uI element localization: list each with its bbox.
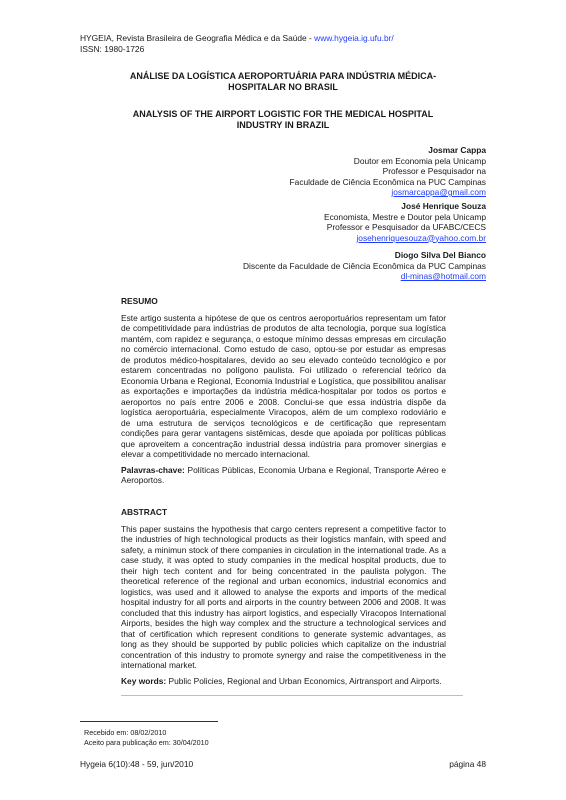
page-number: página 48 [449,759,486,769]
title-en-line-1: ANALYSIS OF THE AIRPORT LOGISTIC FOR THE MEDICAL HOSPITAL [132,109,434,119]
abstract-text: This paper sustains the hypothesis that cargo centers represent a competitive factor to the industries of high technological products as their logistics manfain, with speed and safety, a minimun stock of there companies in circulation in the international trade. As a case study, it was opted to study companies in the medical hospital products, due to their high tech content and for being concentrated in the paulista polygon. The theoretical reference of the regional and urban economics, industrial economics and logistics, was used and it allowed to analyse the exports and imports of the medical hospital industry for all ports and airports in the country between 2006 and 2008. It was concluded that this industry has airport logistics, and especially Viracopos International Airports, besides the high way complex and the structure a technological services and that of certification which represent conditions to generate systemic advantages, as long as they should be supported by public policies which capitalize on the industrial concentration of this industry to promote synergy and raise the competitiveness in the international market. [121,523,446,670]
keywords-text: Public Policies, Regional and Urban Economics, Airtransport and Airports. [166,675,442,686]
author-block-2 [324,201,486,243]
title-portuguese [100,71,466,93]
abstract-section [121,507,446,686]
author-affiliation: Economista, Mestre e Doutor pela Unicamp [324,211,486,222]
footnote-divider [80,721,218,722]
keywords-label: Key words: [121,675,167,686]
section-divider [121,695,463,696]
abstract-heading: ABSTRACT [121,507,168,517]
keywords-label: Palavras-chave: [121,464,185,475]
author-affiliation: Doutor em Economia pela Unicamp [353,155,486,166]
resumo-section [121,296,446,486]
journal-title-line [80,33,394,44]
abstract-keywords [121,676,446,687]
author-name: Josmar Cappa [428,145,486,155]
resumo-keywords [121,465,446,486]
title-pt-line-2: HOSPITALAR NO BRASIL [228,82,338,92]
author-name: José Henrique Souza [401,201,486,211]
resumo-heading: RESUMO [121,296,158,306]
journal-header [80,33,394,55]
title-pt-line-1: ANÁLISE DA LOGÍSTICA AEROPORTUÁRIA PARA INDÚSTRIA MÉDICA- [129,71,437,81]
author-block-3 [243,250,486,282]
author-email-link[interactable]: josehenriquesouza@yahoo.com.br [356,232,486,243]
author-email-link[interactable]: dl-minas@hotmail.com [400,271,486,281]
author-affiliation: Professor e Pesquisador da UFABC/CECS [326,222,486,232]
keywords-text: Políticas Públicas, Economia Urbana e Regional, Transporte Aéreo e Aeroportos. [121,464,446,485]
title-en-line-2: INDUSTRY IN BRAZIL [236,120,330,130]
journal-url-link[interactable]: www.hygeia.ig.ufu.br/ [314,33,394,43]
resumo-text: Este artigo sustenta a hipótese de que os centros aeroportuários representam um fator de competitividade para indústrias de produtos de alta tecnologia, porque sua logística mantém, com rapidez e segurança, o estoque mínimo dessas empresas em circulação no comércio internacional. Como estudo de caso, optou-se por estudar as empresas de produtos médico-hospitalares, devido ao seu elevado conteúdo tecnológico e por estarem concentradas no polígono paulista. Foi utilizado o referencial teórico da Economia Urbana e Regional, Economia Industrial e Logística, que possibilitou analisar as exportações e importações da indústria médica-hospitalar por todos os portos e aeroportos no país entre 2006 e 2008. Conclui-se que essa indústria dispõe da logística aeroportuária, especialmente Viracopos, além de um complexo rodoviário e de uma estrutura de serviços tecnológicos e de certificação que representam condições para gerar vantagens sistêmicas, desde que apoiada por políticas públicas que aproveitem a concentração industrial dessa indústria para promover sinergias e elevar a competitividade no mercado internacional. [121,312,446,459]
author-affiliation: Discente da Faculdade de Ciência Econômica da PUC Campinas [242,260,486,271]
author-email-link[interactable]: josmarcappa@gmail.com [391,187,486,197]
footnotes [84,728,209,748]
author-name: Diogo Silva Del Bianco [394,250,486,260]
author-affiliation: Professor e Pesquisador na [382,166,486,176]
author-affiliation: Faculdade de Ciência Econômica na PUC Campinas [289,176,486,187]
journal-name: HYGEIA, Revista Brasileira de Geografia Médica e da Saúde - [80,33,315,43]
footer-citation: Hygeia 6(10):48 - 59, jun/2010 [80,759,194,769]
received-date: Recebido em: 08/02/2010 [84,728,167,737]
author-block-1 [290,145,486,198]
accepted-date: Aceito para publicação em: 30/04/2010 [84,738,209,747]
issn: ISSN: 1980-1726 [80,44,145,54]
title-english [100,109,466,131]
